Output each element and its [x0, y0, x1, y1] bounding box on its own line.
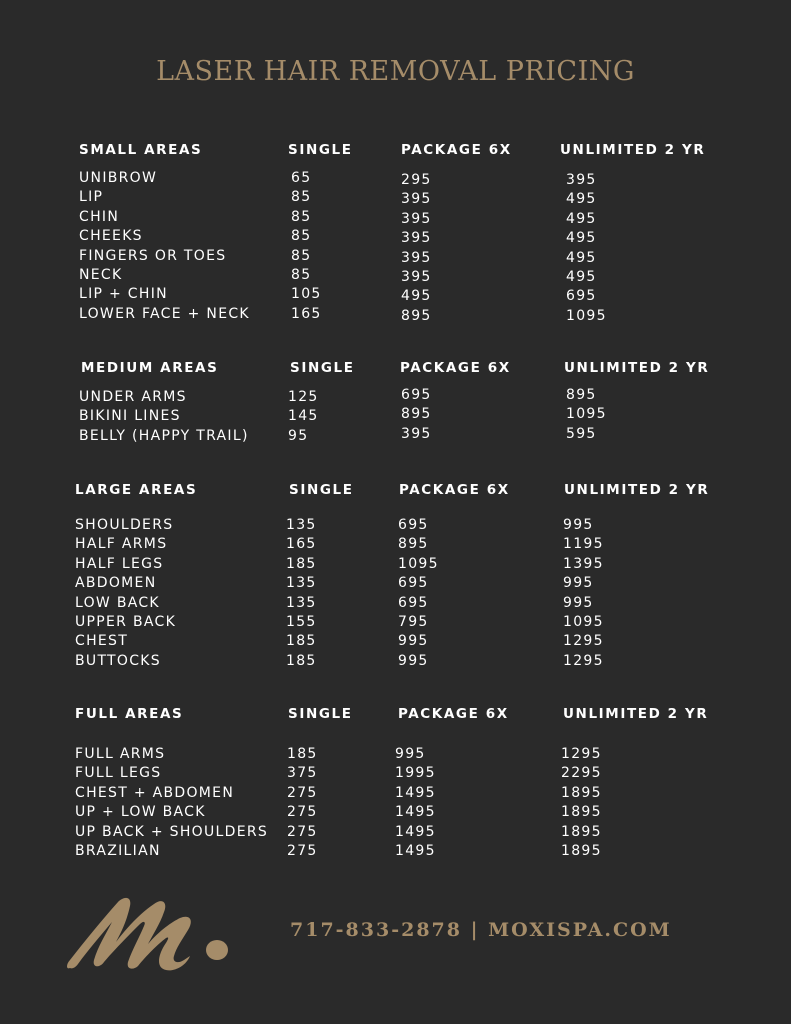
unlimited-price: 1195	[563, 536, 604, 553]
unlimited-price: 495	[566, 191, 597, 208]
unlimited-price: 1295	[563, 652, 604, 669]
area-name: FULL ARMS	[75, 746, 166, 762]
table-row	[0, 842, 791, 861]
single-price: 145	[288, 408, 319, 425]
package-price: 395	[401, 191, 432, 208]
unlimited-price: 495	[566, 210, 597, 227]
area-name: FULL LEGS	[75, 765, 162, 782]
package-price: 395	[401, 425, 432, 442]
unlimited-price: 595	[566, 425, 597, 442]
single-column-header: SINGLE	[288, 142, 353, 158]
unlimited-column-header: UNLIMITED 2 YR	[564, 482, 710, 498]
single-price: 275	[287, 804, 318, 821]
unlimited-price: 1895	[561, 842, 602, 859]
area-name: HALF ARMS	[75, 536, 168, 553]
package-price: 995	[398, 652, 429, 669]
area-name: BELLY (HAPPY TRAIL)	[79, 427, 249, 444]
unlimited-price: 495	[566, 268, 597, 285]
single-price: 275	[287, 842, 318, 859]
section-header	[0, 705, 791, 725]
unlimited-price: 495	[566, 249, 597, 266]
table-row	[0, 188, 791, 207]
table-row	[0, 388, 791, 407]
area-name: CHIN	[79, 208, 120, 225]
package-price: 1495	[395, 804, 436, 821]
moxi-m-logo-icon	[62, 890, 234, 974]
area-column-header: SMALL AREAS	[79, 142, 203, 158]
unlimited-price: 495	[566, 230, 597, 247]
area-name: LIP + CHIN	[79, 286, 168, 303]
single-price: 165	[291, 305, 322, 322]
single-price: 275	[287, 823, 318, 840]
unlimited-price: 2295	[561, 765, 602, 782]
contact-info: 717-833-2878 | MOXISPA.COM	[290, 919, 672, 941]
package-price: 1995	[395, 765, 436, 782]
single-price: 135	[286, 594, 317, 611]
package-price: 395	[401, 249, 432, 266]
single-price: 185	[287, 746, 318, 762]
package-price: 295	[401, 172, 432, 188]
area-name: UNIBROW	[79, 170, 158, 186]
area-column-header: MEDIUM AREAS	[81, 360, 219, 376]
area-name: NECK	[79, 266, 123, 283]
unlimited-price: 995	[563, 575, 594, 592]
single-price: 375	[287, 765, 318, 782]
package-price: 1495	[395, 842, 436, 859]
single-price: 65	[291, 170, 312, 186]
package-price: 395	[401, 230, 432, 247]
table-row	[0, 594, 791, 613]
single-price: 155	[286, 613, 317, 630]
area-column-header: FULL AREAS	[75, 706, 184, 722]
package-column-header: PACKAGE 6X	[399, 482, 510, 498]
package-price: 395	[401, 268, 432, 285]
single-price: 185	[286, 555, 317, 572]
unlimited-price: 995	[563, 517, 594, 533]
table-row	[0, 516, 791, 535]
single-column-header: SINGLE	[288, 706, 353, 722]
area-name: HALF LEGS	[75, 555, 164, 572]
table-row	[0, 632, 791, 651]
table-row	[0, 535, 791, 554]
unlimited-price: 395	[566, 172, 597, 188]
area-name: UNDER ARMS	[79, 389, 187, 405]
section-header	[0, 141, 791, 161]
unlimited-price: 1395	[563, 555, 604, 572]
unlimited-price: 895	[566, 387, 597, 403]
package-column-header: PACKAGE 6X	[398, 706, 509, 722]
single-price: 85	[291, 189, 312, 206]
area-name: BRAZILIAN	[75, 842, 161, 859]
area-name: LOW BACK	[75, 594, 160, 611]
single-price: 85	[291, 266, 312, 283]
package-column-header: PACKAGE 6X	[400, 360, 511, 376]
page-title: LASER HAIR REMOVAL PRICING	[156, 56, 635, 87]
package-price: 1095	[398, 555, 439, 572]
single-price: 125	[288, 389, 319, 405]
single-price: 185	[286, 633, 317, 650]
table-row	[0, 407, 791, 426]
unlimited-price: 1095	[566, 406, 607, 423]
area-name: UPPER BACK	[75, 613, 177, 630]
unlimited-column-header: UNLIMITED 2 YR	[563, 706, 709, 722]
unlimited-column-header: UNLIMITED 2 YR	[560, 142, 706, 158]
unlimited-price: 1295	[561, 746, 602, 762]
single-price: 165	[286, 536, 317, 553]
package-price: 695	[401, 387, 432, 403]
package-price: 895	[401, 307, 432, 324]
package-price: 1495	[395, 784, 436, 801]
area-name: CHEST + ABDOMEN	[75, 784, 235, 801]
package-price: 995	[395, 746, 426, 762]
table-row	[0, 823, 791, 842]
single-column-header: SINGLE	[290, 360, 355, 376]
package-price: 1495	[395, 823, 436, 840]
package-price: 895	[401, 406, 432, 423]
package-price: 695	[398, 594, 429, 611]
single-price: 185	[286, 652, 317, 669]
unlimited-column-header: UNLIMITED 2 YR	[564, 360, 710, 376]
table-row	[0, 285, 791, 304]
table-row	[0, 613, 791, 632]
table-row	[0, 784, 791, 803]
table-row	[0, 169, 791, 188]
single-column-header: SINGLE	[289, 482, 354, 498]
table-row	[0, 555, 791, 574]
single-price: 85	[291, 228, 312, 245]
area-name: LIP	[79, 189, 104, 206]
unlimited-price: 1095	[563, 613, 604, 630]
table-row	[0, 208, 791, 227]
package-price: 495	[401, 288, 432, 305]
section-header	[0, 359, 791, 379]
area-name: BUTTOCKS	[75, 652, 161, 669]
single-price: 95	[288, 427, 309, 444]
table-row	[0, 247, 791, 266]
table-row	[0, 227, 791, 246]
package-price: 995	[398, 633, 429, 650]
unlimited-price: 1095	[566, 307, 607, 324]
area-name: CHEEKS	[79, 228, 143, 245]
single-price: 135	[286, 517, 317, 533]
package-price: 695	[398, 517, 429, 533]
area-name: CHEST	[75, 633, 129, 650]
single-price: 135	[286, 575, 317, 592]
package-price: 795	[398, 613, 429, 630]
area-name: FINGERS OR TOES	[79, 247, 227, 264]
area-column-header: LARGE AREAS	[75, 482, 198, 498]
single-price: 85	[291, 247, 312, 264]
unlimited-price: 695	[566, 288, 597, 305]
package-column-header: PACKAGE 6X	[401, 142, 512, 158]
section-header	[0, 481, 791, 501]
table-row	[0, 652, 791, 671]
single-price: 275	[287, 784, 318, 801]
area-name: UP BACK + SHOULDERS	[75, 823, 269, 840]
area-name: LOWER FACE + NECK	[79, 305, 250, 322]
area-name: SHOULDERS	[75, 517, 174, 533]
table-row	[0, 764, 791, 783]
table-row	[0, 745, 791, 764]
area-name: BIKINI LINES	[79, 408, 181, 425]
unlimited-price: 1295	[563, 633, 604, 650]
single-price: 105	[291, 286, 322, 303]
table-row	[0, 266, 791, 285]
unlimited-price: 1895	[561, 823, 602, 840]
package-price: 895	[398, 536, 429, 553]
table-row	[0, 427, 791, 446]
table-row	[0, 574, 791, 593]
area-name: UP + LOW BACK	[75, 804, 206, 821]
unlimited-price: 995	[563, 594, 594, 611]
table-row	[0, 305, 791, 324]
unlimited-price: 1895	[561, 784, 602, 801]
area-name: ABDOMEN	[75, 575, 157, 592]
single-price: 85	[291, 208, 312, 225]
package-price: 695	[398, 575, 429, 592]
table-row	[0, 803, 791, 822]
package-price: 395	[401, 210, 432, 227]
unlimited-price: 1895	[561, 804, 602, 821]
